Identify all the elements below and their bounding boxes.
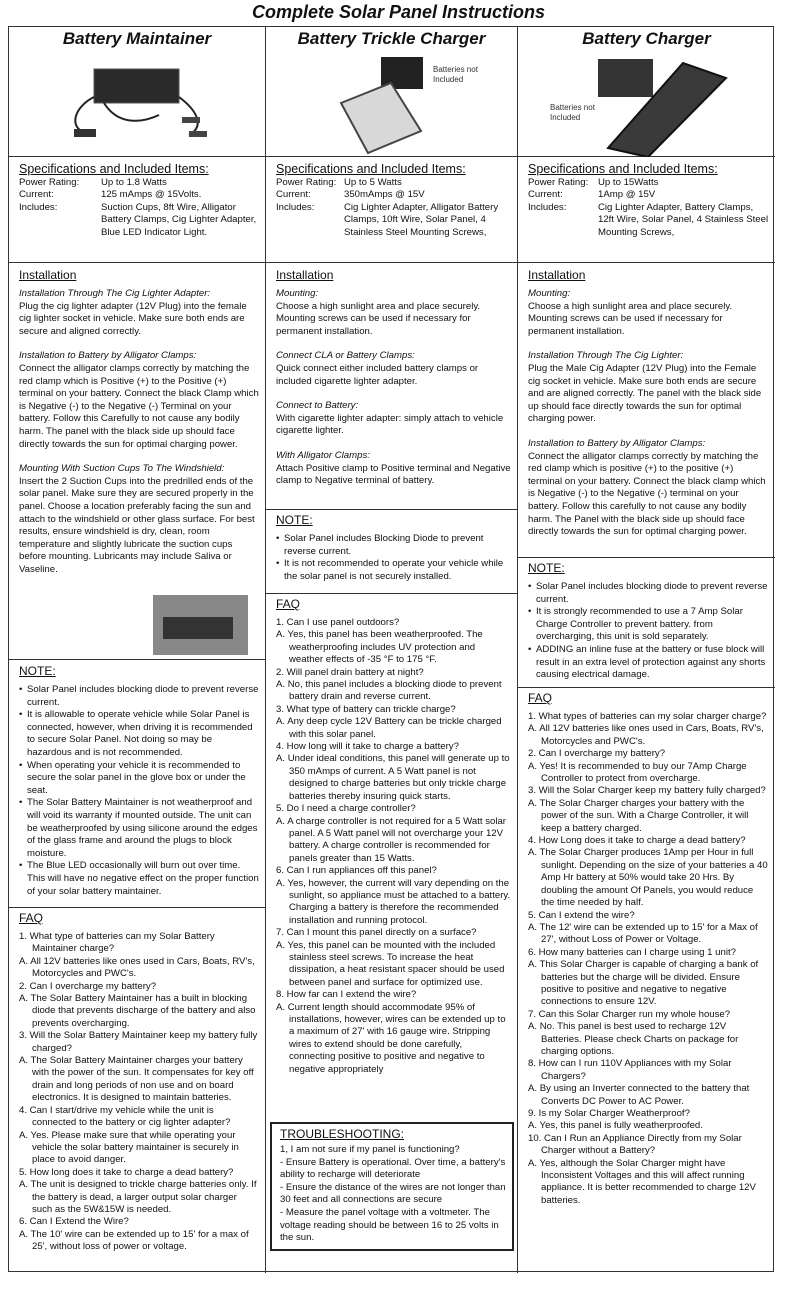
column-battery-charger [518,27,775,1273]
product-name: Battery Charger [582,29,711,48]
photo-caption: Batteries not Included [433,65,478,84]
troubleshooting-box: TROUBLESHOOTING: 1, I am not sure if my panel is functioning? - Ensure Battery is operational. Over time, a battery's ability to recharge will deteriorate - Ensure the distance of the wires are not longer than 30 feet and all connections are secure - Measure the panel voltage with a voltmeter. The voltage reading should be between 16 to 25 volts in the sun. [270,1122,514,1251]
product-header [518,27,775,157]
spec-section [266,158,517,263]
spec-title: Specifications and Included Items: [276,162,466,176]
faq-heading: FAQ [276,597,301,611]
column-battery-maintainer [9,27,266,1273]
note-section: NOTE: • Solar Panel includes blocking diode to prevent reverse current. • It is strongly recommended to use a 7 Amp Solar Charge Controller to prevent battery. from overcharging, this unit is sold separately. • ADDING an inline fuse at the battery or fuse block will result in an extra level of protection against any shorts causing electrical damage. [518,558,775,682]
spec-title: Specifications and Included Items: [19,162,209,176]
solar-panel-image [94,69,179,103]
spec-row: Power Rating: Up to 5 Watts [276,177,402,188]
product-header [9,27,265,157]
spec-section [9,158,265,263]
faq-section: FAQ 1. What types of batteries can my solar charger charge? A. All 12V batteries like ones used in Cars, Boats, RV's, Motorcycles and PWC's. 2. Can I overcharge my battery? A. Yes! It is recommended to buy our 7Amp Charge Controller to protect from overcharge. 3. Will the Solar Charger keep my battery fully charged? A. The Solar Charger charges your battery with the power of the sun. With a Charge Controller, it will keep a battery charged. 4. How Long does it take to charge a dead battery? A. The Solar Charger produces 1Amp per Hour in full sunlight. Depending on the size of your batteries a 40 Amp Hr battery at 50% would take 20 Hrs. By doubling the amount Of Panels, you would reduce the time needed by half. 5. Can I extend the wire? A. The 12' wire can be extended up to 15' for a Max of 27', without Loss of Power or Voltage. 6. How many batteries can I charge using 1 unit? A. This Solar Charger is capable of charging a bank of batteries but the charge will be divided. Ensure positive to positive and negative to negative connections to ensure 12V. 7. Can this Solar Charger run my whole house? A. No. This panel is best used to recharge 12V Batteries. Please check Charts on package for charging options. 8. How can I run 110V Appliances with my Solar Chargers? A. By using an Inverter connected to the battery that Converts DC Power to AC Power. 9. Is my Solar Charger Weatherproof? A. Yes, this panel is fully weatherproofed. 10. Can I Run an Appliance Directly from my Solar Charger without a Battery? A. Yes, although the Solar Charger might have Inconsistent Voltages and this will affect running appliance. It is better recommended to charge 12V batteries. [528,691,768,1206]
faq-section: FAQ 1. What type of batteries can my Solar Battery Maintainer charge? A. All 12V batteries like ones used in Cars, Boats, RV's, Motorcycles and PWC's. 2. Can I overcharge my battery? A. The Solar Battery Maintainer has a built in blocking diode that prevents discharge of the battery and also prevents overcharging. 3. Will the Solar Battery Maintainer keep my battery fully charged? A. The Solar Battery Maintainer charges your battery with the power of the sun. It compensates for key off drain and long periods of non use and on board electronics. It is designed to maintain batteries. 4. Can I start/drive my vehicle while the unit is connected to the battery or cig lighter adapter? A. Yes. Please make sure that while operating your vehicle the solar battery maintainer is securely in place to avoid danger. 5. How long does it take to charge a dead battery? A. The unit is designed to trickle charge batteries only. If the battery is dead, a larger output solar charger such as the 5W&15W is needed. 6. Can I Extend the Wire? A. The 10' wire can be extended up to 15' for a max of 25', without loss of power or voltage. [19,911,258,1253]
installation-section: Installation Mounting: Choose a high sunlight area and place securely. Mounting screws can be used if necessary for permanent installation. Connect CLA or Battery Clamps: Quick connect either included battery clamps or included cigarette lighter adapter. Connect to Battery: With cigarette lighter adapter: simply attach to vehicle cigarette lighter. With Alligator Clamps: Attach Positive clamp to Positive terminal and Negative clamp to Negative terminal of battery. [276,268,511,487]
note-section: NOTE: • Solar Panel includes Blocking Diode to prevent reverse current. • It is not recommended to operate your vehicle while the solar panel is not securely installed. [266,510,517,583]
spec-row: Current: 1Amp @ 15V [528,189,656,201]
clamp-image [182,117,200,123]
installation-heading: Installation [276,268,334,282]
battery-image [598,59,653,97]
page-title: Complete Solar Panel Instructions [251,2,546,22]
product-header [266,27,517,157]
product-name: Battery Trickle Charger [297,29,486,48]
column-trickle-charger [266,27,518,1273]
windshield-mount-photo [153,595,248,655]
faq-heading: FAQ [19,911,44,925]
note-heading: NOTE: [19,664,56,678]
spec-row: Power Rating: Up to 1.8 Watts [19,177,167,188]
solar-panel-image [341,83,421,153]
note-heading: NOTE: [528,561,565,575]
installation-section: Installation Mounting: Choose a high sunlight area and place securely. Mounting screws can be used if necessary for permanent installation. Installation Through The Cig Lighter: Plug the Male Cig Adapter (12V Plug) into the Female cig socket in vehicle. Make sure both ends are secure and are aligned correctly. The panel with the black side up should face directly towards the sun for optimal charging power. Installation to Battery by Alligator Clamps: Connect the alligator clamps correctly by matching the red clamp which is positive (+) to the positive (+) terminal on your battery. Connect the black clamp which is Negative (-) to the Negative (-) terminal on your battery. Follow this carefully to not cause any bodily harm. The Panel with the black side up should face directly towards the sun for optimal charging power. [518,265,775,539]
instruction-sheet [8,26,774,1272]
troubleshooting-heading: TROUBLESHOOTING: [280,1127,405,1141]
note-section: NOTE: • Solar Panel includes blocking diode to prevent reverse current. • It is allowable to operate vehicle while Solar Panel is connected, however, when driving it is recommended to secure Solar Panel. Not doing so may be hazardous and is not recommended. • When operating your vehicle it is recommended to secure the solar panel in the glove box or under the seat. • The Solar Battery Maintainer is not weatherproof and will void its warranty if mounted outside. The unit can be weatherproofed by using silicone around the edges of the glass frame and around the plugs to block moisture. • The Blue LED occasionally will burn out over time. This will have no negative effect on the proper function of your solar battery maintainer. [9,661,265,898]
spec-section [518,158,775,263]
faq-section: FAQ 1. Can I use panel outdoors? A. Yes, this panel has been weatherproofed. The weatherproofing includes UV protection and weather effects of -35 °F to 175 °F. 2. Will panel drain battery at night? A. No, this panel includes a blocking diode to prevent battery drain and reverse current. 3. What type of battery can trickle charge? A. Any deep cycle 12V Battery can be trickle charged with this solar panel. 4. How long will it take to charge a battery? A. Under ideal conditions, this panel will generate up to 350 mAmps of current. A 5 Watt panel is not designed to charge batteries but only trickle charge batteries thereby insuring quick starts. 5. Do I need a charge controller? A. A charge controller is not required for a 5 Watt solar panel. A 5 Watt panel will not overcharge your 12V battery. A charge controller is recommended for panels greater than 15 Watts. 6. Can I run appliances off this panel? A. Yes, however, the current will vary depending on the sunlight, so appliance must be attached to a battery. Charging a battery is therefore the recommended installation and running protocol. 7. Can I mount this panel directly on a surface? A. Yes, this panel can be mounted with the included stainless steel screws. To increase the heat dissipation, a heat resistant spacer should be used between panel and surface for optimized use. 8. How far can I extend the wire? A. Current length should accommodate 95% of installations, however, wires can be extended up to a maximum of 27' with 16 gauge wire. Stripping wires to extend should be done carefully, connecting positive to positive and negative to negative appropriately [276,597,511,1075]
installation-section: Installation Installation Through The Cig Lighter Adapter: Plug the cig lighter adapter (12V Plug) into the female cig lighter socket in vehicle. Make sure both ends are secure and aligned correctly. Installation to Battery by Alligator Clamps: Connect the alligator clamps correctly by matching the red clamp which is Positive (+) to the Positive (+) terminal on your battery. Connect the black Clamp which is Negative (-) to the Negative (-) Terminal on your battery. Follow this Carefully to not cause any bodily harm. The panel with the black side up should face directly towards the sun for optimal charging power. Mounting With Suction Cups To The Windshield: Insert the 2 Suction Cups into the predrilled ends of the solar panel. Make sure they are secured properly in the panel. Choose a location preferably facing the sun and attach to the windshield or other glass surface. For best results, ensure windshield is dry, clean, room temperature and slightly lubricate the suction cups before mounting. Lubricants may include Saliva or Vaseline. [19,268,259,575]
product-name: Battery Maintainer [62,29,212,48]
note-heading: NOTE: [276,513,313,527]
spec-row: Current: 350mAmps @ 15V [276,189,425,201]
faq-heading: FAQ [528,691,553,705]
spec-row: Current: 125 mAmps @ 15Volts. [19,189,202,201]
trickle-charger-photo [336,53,436,155]
photo-caption: Batteries not Included [550,103,595,122]
installation-heading: Installation [19,268,77,282]
battery-maintainer-photo [64,57,224,142]
installation-heading: Installation [528,268,586,282]
cig-adapter-image [74,129,96,137]
spec-row: Power Rating: Up to 15Watts [528,177,659,188]
spec-row: Includes: Cig Lighter Adapter, Battery Clamps, 12ft Wire, Solar Panel, 4 Stainless Steel Mounting Screws, [528,201,769,238]
spec-title: Specifications and Included Items: [528,162,718,176]
spec-row: Includes: Suction Cups, 8ft Wire, Alligator Battery Clamps, Cig Lighter Adapter, Blue LED Indicator Light. [19,201,257,238]
spec-row: Includes: Cig Lighter Adapter, Alligator Battery Clamps, 10ft Wire, Solar Panel, 4 Stainless Steel Mounting Screws, [276,201,499,238]
